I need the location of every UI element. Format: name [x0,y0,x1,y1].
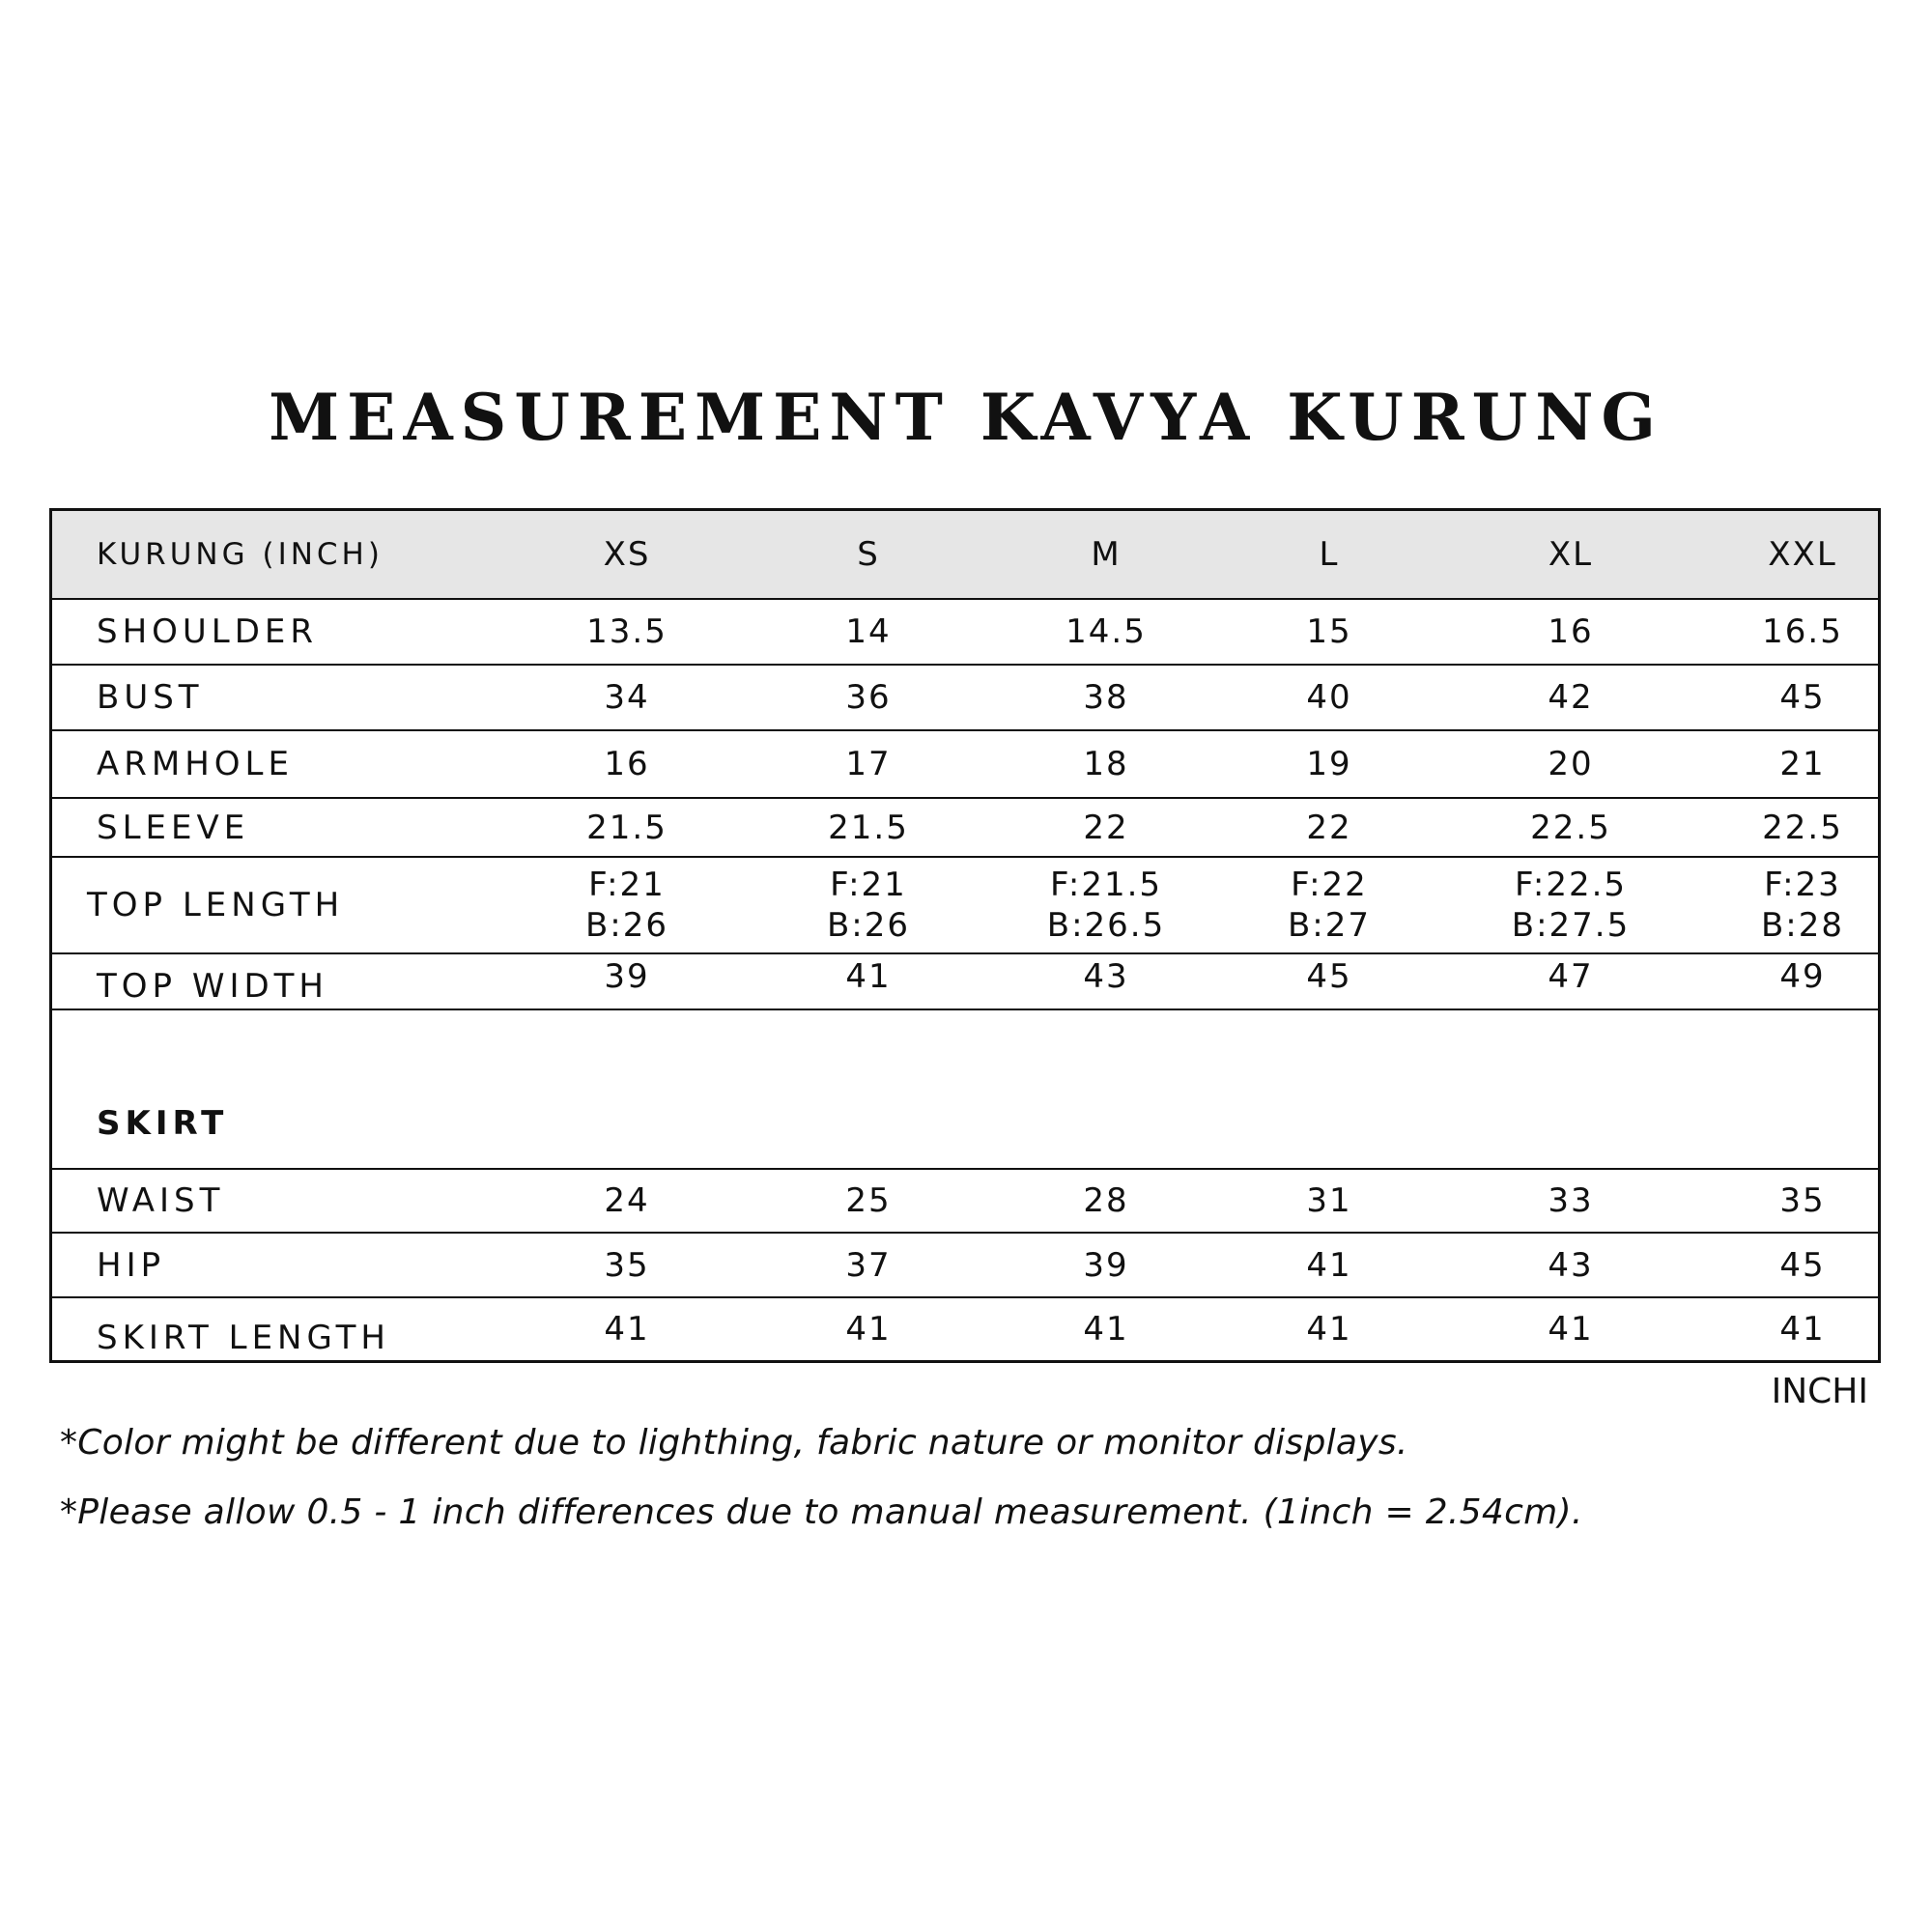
table-cell: 41 [604,1310,650,1349]
table-cell: 31 [1306,1181,1352,1220]
table-cell: 47 [1548,957,1594,996]
table-cell: 21 [1779,745,1826,783]
back-length-value: B:26 [826,906,911,945]
size-header-xl: XL [1548,535,1594,574]
front-length-value: F:22 [1291,866,1368,904]
section-label-skirt: SKIRT [97,1104,229,1143]
row-label: SLEEVE [97,808,250,847]
table-cell: 17 [845,745,892,783]
table-row-sleeve [52,797,1878,856]
front-length-value: F:21 [830,866,907,904]
table-cell: 33 [1548,1181,1594,1220]
table-cell: 45 [1306,957,1352,996]
table-row-waist [52,1168,1878,1232]
row-label: HIP [97,1245,166,1285]
table-cell: 14 [845,612,892,651]
row-label: BUST [97,678,204,717]
table-cell: 15 [1306,612,1352,651]
table-cell: 43 [1548,1245,1594,1285]
table-cell: 49 [1779,957,1826,996]
table-cell: 22.5 [1762,808,1843,847]
table-cell: 41 [1779,1310,1826,1349]
table-cell [1029,858,1183,952]
table-row-bust [52,664,1878,729]
back-length-value: B:27 [1287,906,1372,945]
row-label: SKIRT LENGTH [97,1319,390,1357]
table-cell [1725,858,1880,952]
row-label: TOP WIDTH [97,967,329,1006]
table-cell: 24 [604,1181,650,1220]
table-cell: 25 [845,1181,892,1220]
row-label: ARMHOLE [97,745,294,783]
page-title: MEASUREMENT KAVYA KURUNG [269,380,1663,455]
measurement-table [49,508,1881,1363]
table-cell: 22 [1306,808,1352,847]
row-label: SHOULDER [97,612,319,651]
table-cell: 20 [1548,745,1594,783]
back-length-value: B:28 [1760,906,1845,945]
table-cell: 41 [1306,1310,1352,1349]
table-cell: 45 [1779,678,1826,717]
table-cell: 22 [1083,808,1129,847]
size-header-m: M [1091,535,1122,574]
row-label: TOP LENGTH [87,886,345,924]
table-cell: 43 [1083,957,1129,996]
table-row-shoulder [52,598,1878,664]
back-length-value: B:26.5 [1046,906,1166,945]
table-cell [1252,858,1406,952]
table-cell: 41 [845,1310,892,1349]
table-cell: 16 [604,745,650,783]
table-cell: 41 [1548,1310,1594,1349]
front-length-value: F:22.5 [1514,866,1628,904]
table-cell: 21.5 [828,808,909,847]
table-cell: 37 [845,1245,892,1285]
table-row-skirt-length [52,1296,1878,1360]
table-cell: 16.5 [1762,612,1843,651]
table-cell: 45 [1779,1245,1826,1285]
table-cell: 35 [1779,1181,1826,1220]
front-length-value: F:21 [588,866,666,904]
table-cell: 38 [1083,678,1129,717]
row-label: WAIST [97,1181,225,1220]
table-cell: 39 [604,957,650,996]
note-color-disclaimer: *Color might be different due to lighthing, fabric nature or monitor displays. [60,1423,1408,1463]
table-row-armhole [52,729,1878,797]
table-row-top-length [52,856,1878,952]
back-length-value: B:26 [584,906,669,945]
size-header-xs: XS [603,535,651,574]
table-cell: 28 [1083,1181,1129,1220]
table-cell: 41 [1083,1310,1129,1349]
table-cell: 18 [1083,745,1129,783]
table-cell: 34 [604,678,650,717]
table-cell [550,858,704,952]
table-cell: 13.5 [586,612,668,651]
table-header-row [52,511,1878,598]
table-row-top-width [52,952,1878,1009]
table-cell: 36 [845,678,892,717]
skirt-section-row [52,1009,1878,1168]
table-cell: 41 [1306,1245,1352,1285]
note-measurement-disclaimer: *Please allow 0.5 - 1 inch differences due to manual measurement. (1inch = 2.54cm). [60,1492,1583,1532]
front-length-value: F:23 [1764,866,1841,904]
size-header-s: S [857,535,880,574]
table-cell: 19 [1306,745,1352,783]
size-header-xxl: XXL [1768,535,1837,574]
table-cell: 14.5 [1065,612,1147,651]
size-header-l: L [1319,535,1340,574]
table-cell: 16 [1548,612,1594,651]
table-cell [791,858,946,952]
table-cell [1493,858,1648,952]
table-cell: 21.5 [586,808,668,847]
front-length-value: F:21.5 [1049,866,1163,904]
table-cell: 40 [1306,678,1352,717]
back-length-value: B:27.5 [1511,906,1631,945]
table-cell: 22.5 [1530,808,1611,847]
table-cell: 35 [604,1245,650,1285]
unit-label: INCHI [1771,1372,1868,1411]
table-cell: 41 [845,957,892,996]
table-row-hip [52,1232,1878,1296]
header-label: KURUNG (INCH) [97,537,384,572]
table-cell: 39 [1083,1245,1129,1285]
table-cell: 42 [1548,678,1594,717]
